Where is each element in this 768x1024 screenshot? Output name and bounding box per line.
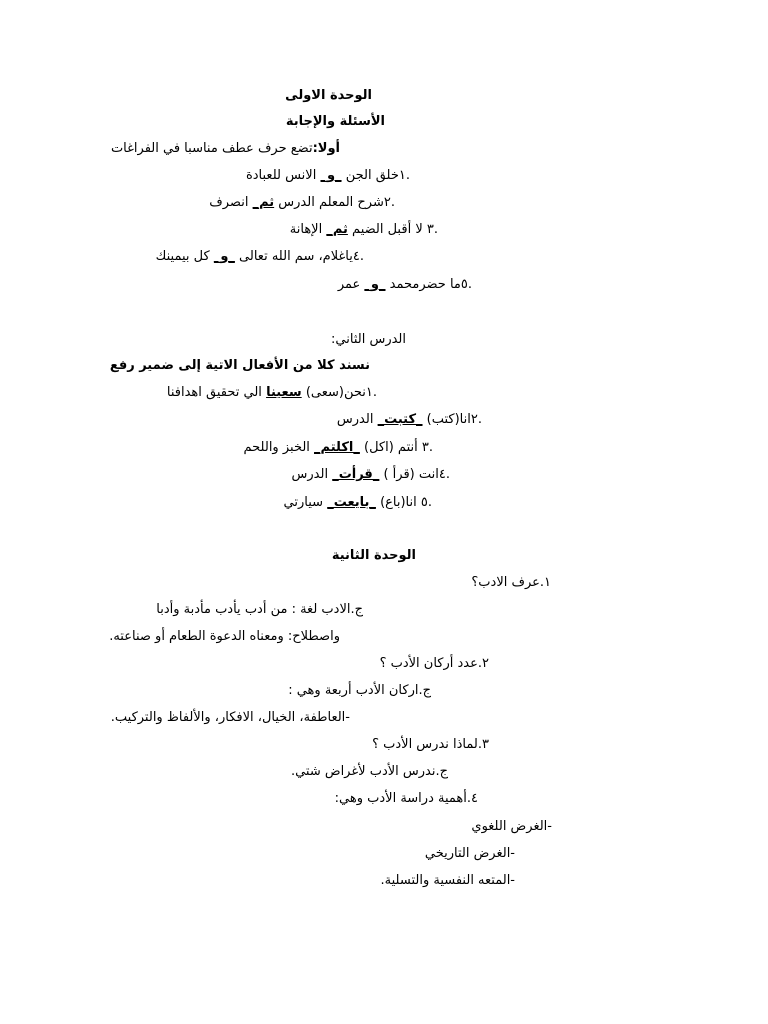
answer-4: _قرأت_ [332,467,380,482]
unit1-line-5: .٥ما حضرمحمد _و_ عمر [337,277,472,292]
unit2-answer-3: ج.ندرس الأدب لأغراض شتي. [290,764,448,779]
answer-2: _كتبت_ [377,412,423,427]
answer-5: _بايعت_ [327,495,376,510]
answer-1: _و_ [320,168,342,183]
unit2-question-4: ٤.أهمية دراسة الأدب وهي: [334,791,478,806]
unit1-line-3: .٣ لا أقبل الضيم ثم_ الإهانة [289,222,438,237]
unit2-answer-4-item-1: -الغرض اللغوي [471,819,552,834]
lesson2-line-2: .٢انا(كتب) _كتبت_ الدرس [336,412,482,427]
answer-3: ثم_ [326,222,348,237]
lesson2-instruction: نسند كلا من الأفعال الاتية إلى ضمير رفع [109,358,370,373]
unit2-answer-4-item-3: -المتعه النفسية والتسلية. [380,873,515,888]
lesson2-line-4: .٤انت (قرأ ) _قرأت_ الدرس [291,467,450,482]
unit2-question-2: ٢.عدد أركان الأدب ؟ [379,656,489,671]
lesson2-line-1: .١نحن(سعى) سعينا الي تحقيق اهدافنا [166,385,377,400]
unit2-question-3: ٣.لماذا ندرس الأدب ؟ [372,737,489,752]
unit2-answer-1-term: واصطلاح: ومعناه الدعوة الطعام أو صناعته. [109,629,340,644]
unit1-line-1: .١خلق الجن _و_ الانس للعبادة [245,168,410,183]
unit1-line-4: .٤ياغلام، سم الله تعالى _و_ كل بيمينك [155,249,364,264]
unit1-question-1 [111,140,340,158]
unit2-answer-2-list: -العاطفة، الخيال، الافكار، والألفاظ والتركيب. [110,710,350,725]
answer-1: سعينا [266,385,302,400]
question-label: أولا: [312,141,340,156]
answer-4: _و_ [213,249,235,264]
unit2-answer-4-item-2: -الغرض التاريخي [424,846,515,861]
lesson2-title: الدرس الثاني: [331,332,406,347]
answer-5: _و_ [364,277,386,292]
unit2-answer-2: ج.اركان الأدب أربعة وهي : [288,683,431,698]
unit2-title: الوحدة الثانية [331,548,416,563]
unit1-subtitle: الأسئلة والإجابة [285,114,385,129]
answer-2: ثم_ [252,195,275,210]
unit1-title: الوحدة الاولى [285,88,372,103]
unit2-question-1: ١.عرف الادب؟ [471,575,551,590]
unit2-answer-1: ج.الادب لغة : من أدب يأدب مأدبة وأدبا [156,602,363,617]
question-text: تضع حرف عطف مناسبا في الفراغات [110,141,313,156]
unit1-line-2: .٢شرح المعلم الدرس ثم_ انصرف [209,195,395,210]
answer-3: _اكلتم_ [314,440,360,455]
lesson2-line-3: .٣ أنتم (اكل) _اكلتم_ الخبز واللحم [243,440,433,455]
lesson2-line-5: .٥ انا(باع) _بايعت_ سيارتي [283,495,432,510]
